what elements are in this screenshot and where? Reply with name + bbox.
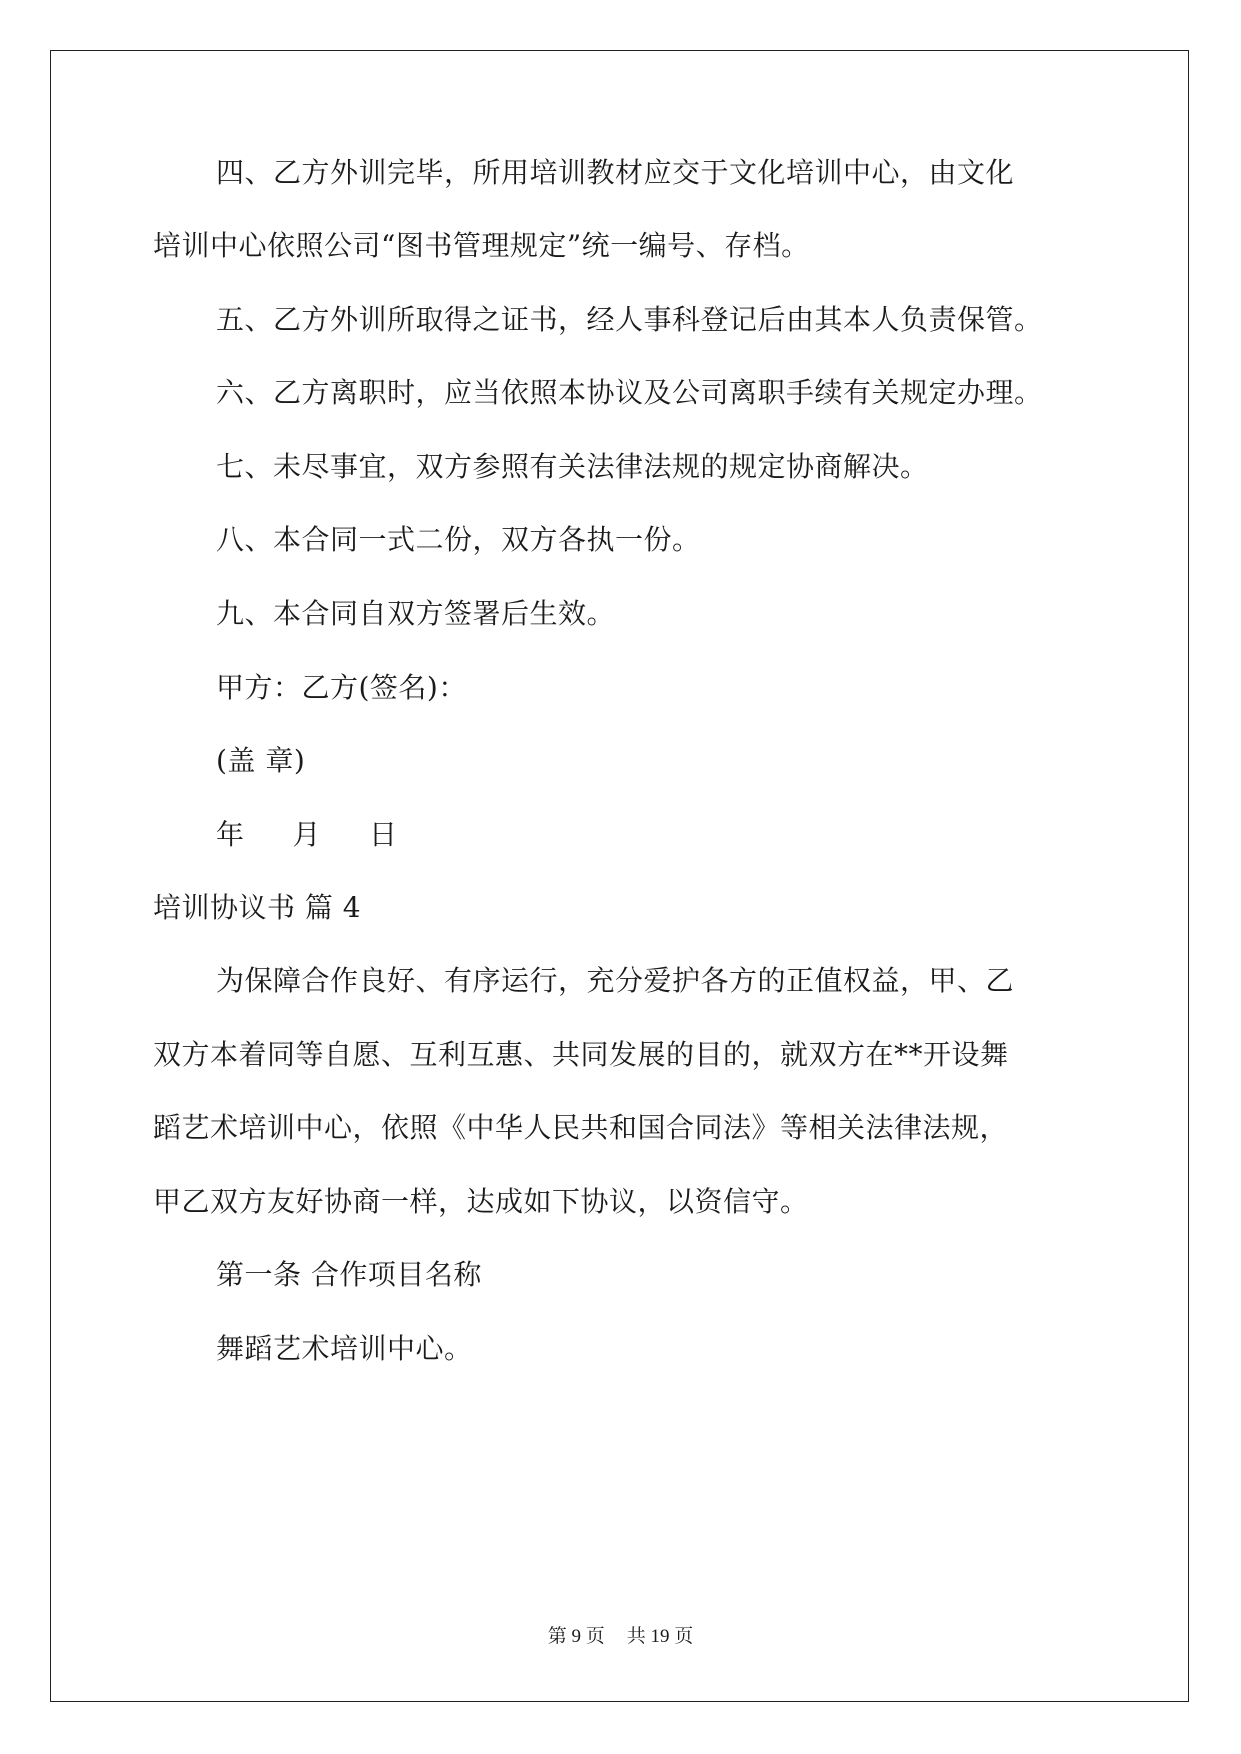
date-month: 月 [292,818,322,851]
page-total: 共 19 页 [626,1626,694,1647]
clause-8: 八、本合同一式二份，双方各执一份。 [216,523,701,556]
article-1-heading: 第一条 合作项目名称 [216,1258,482,1291]
clause-6: 六、乙方离职时，应当依照本协议及公司离职手续有关规定办理。 [216,376,1043,409]
seal-line: (盖 章) [216,744,306,777]
article-1-content: 舞蹈艺术培训中心。 [216,1332,473,1365]
intro-line-4: 甲乙双方友好协商一样，达成如下协议，以资信守。 [153,1185,809,1218]
clause-4-line-1: 四、乙方外训完毕，所用培训教材应交于文化培训中心，由文化 [216,156,1015,189]
intro-line-3: 蹈艺术培训中心，依照《中华人民共和国合同法》等相关法律法规， [153,1111,1009,1144]
page-number: 第 9 页 [547,1626,605,1647]
date-line [216,815,398,855]
intro-line-2: 双方本着同等自愿、互利互惠、共同发展的目的，就双方在**开设舞 [153,1038,1009,1071]
clause-4-line-2: 培训中心依照公司“图书管理规定”统一编号、存档。 [153,229,810,262]
date-day: 日 [369,818,398,851]
intro-line-1: 为保障合作良好、有序运行，充分爱护各方的正值权益，甲、乙 [216,964,1015,997]
date-year: 年 [216,818,245,851]
clause-7: 七、未尽事宜，双方参照有关法律法规的规定协商解决。 [216,450,929,483]
page-frame [50,50,1189,1702]
section-heading: 培训协议书 篇 4 [153,891,362,924]
clause-5: 五、乙方外训所取得之证书，经人事科登记后由其本人负责保管。 [216,303,1043,336]
clause-9: 九、本合同自双方签署后生效。 [216,597,616,630]
signature-line: 甲方：乙方(签名)： [216,671,467,704]
page-footer [0,1625,1241,1649]
